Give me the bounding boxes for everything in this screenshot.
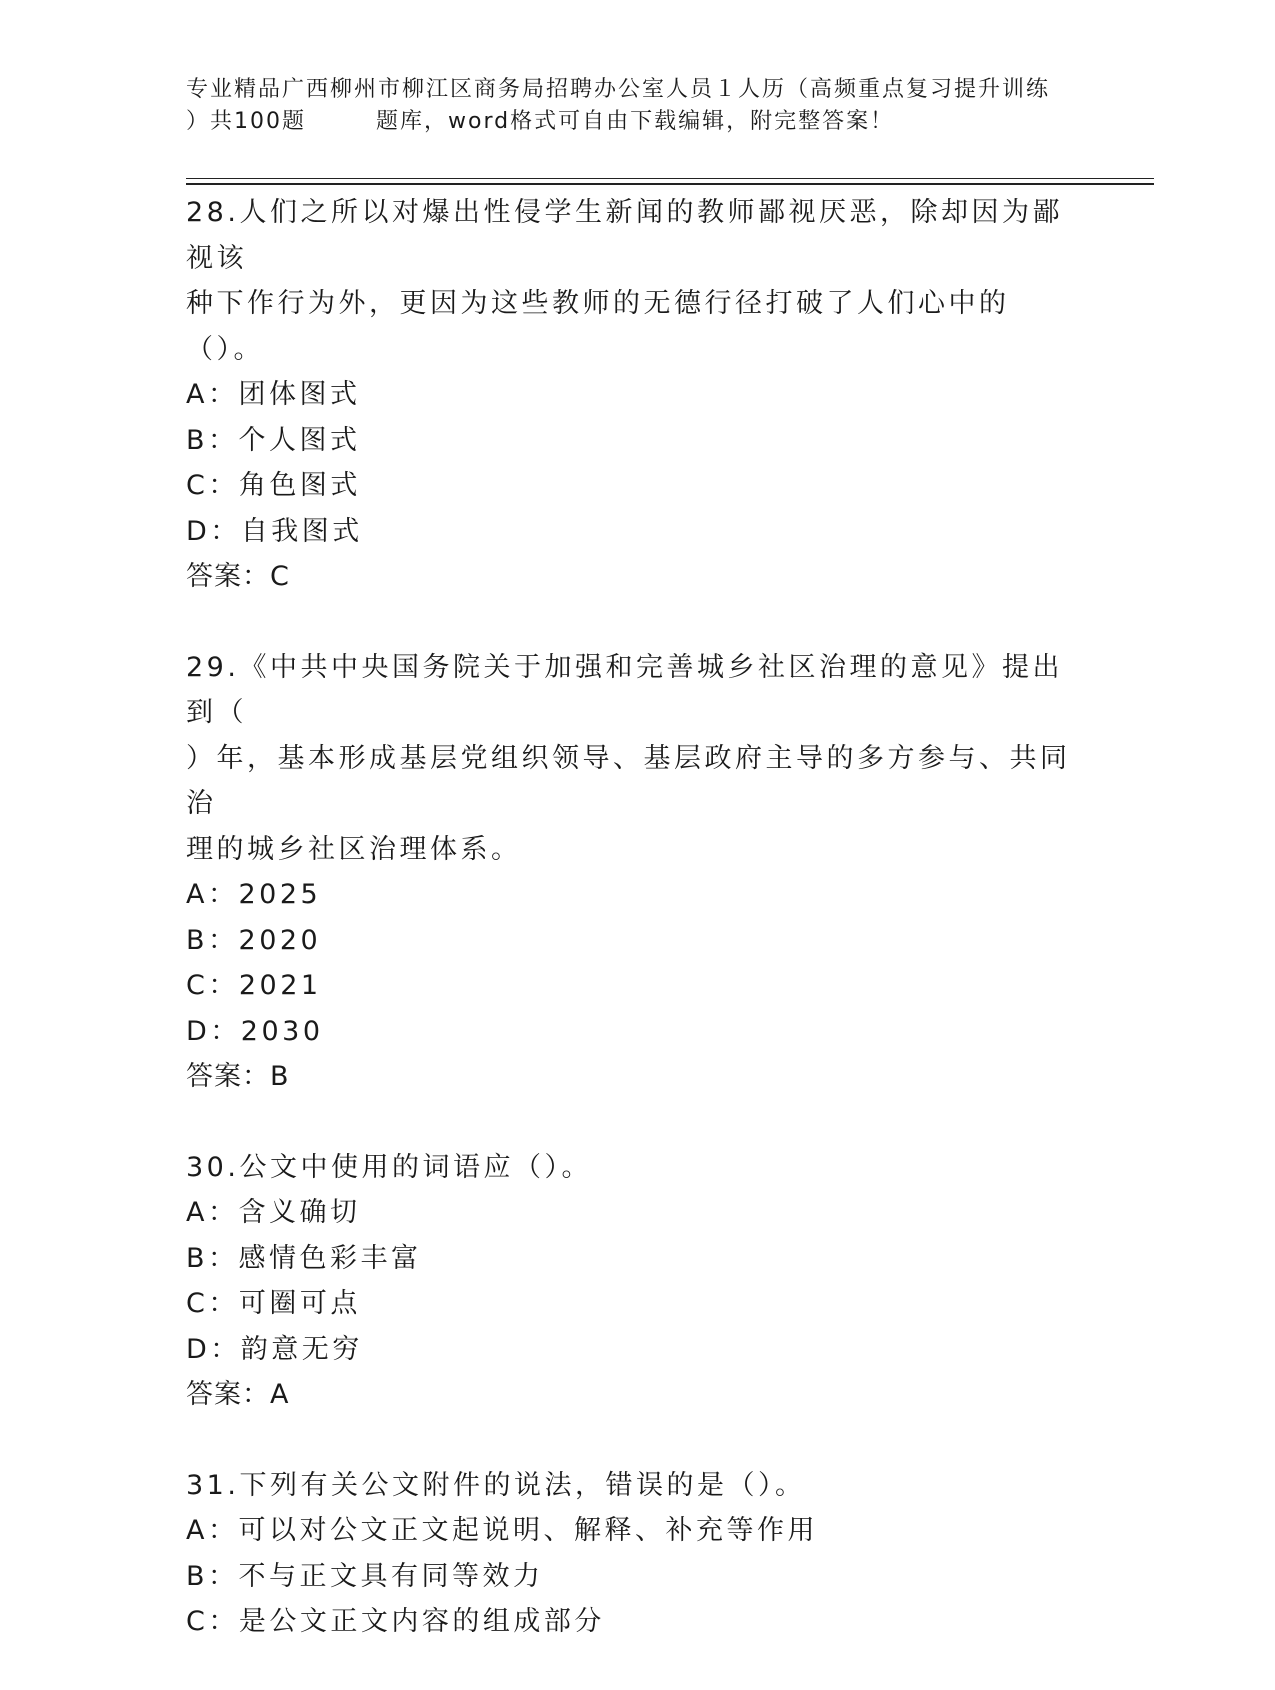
header-divider-thick [186,183,1154,185]
header-title-line2-part1: ）共100题 [186,109,306,134]
option-b: B：个人图式 [186,424,361,456]
question-28 [186,190,1086,600]
question-stem-line: 30.公文中使用的词语应（）。 [186,1151,592,1183]
option-d: D：韵意无穷 [186,1333,363,1365]
option-c: C：角色图式 [186,470,361,501]
document-header [186,74,1086,138]
header-divider-thin [186,178,1154,179]
question-29 [186,645,1086,1100]
option-b: B：不与正文具有同等效力 [186,1560,544,1592]
option-c: C：可圈可点 [186,1288,361,1319]
question-list [186,190,1086,1690]
answer-line: 答案：B [186,1061,290,1092]
header-title-line2-part2: 题库，word格式可自由下载编辑，附完整答案！ [376,109,895,134]
option-a: A：团体图式 [186,379,361,410]
answer-line: 答案：C [186,561,290,592]
question-stem-line: 31.下列有关公文附件的说法，错误的是（）。 [186,1469,806,1501]
option-c: C：是公文正文内容的组成部分 [186,1606,605,1637]
question-stem-line: 种下作行为外，更因为这些教师的无德行径打破了人们心中的（）。 [186,288,1010,365]
option-d: D：自我图式 [186,515,363,547]
option-a: A：可以对公文正文起说明、解释、补充等作用 [186,1515,818,1546]
header-title-line1: 专业精品广西柳州市柳江区商务局招聘办公室人员１人历（高频重点复习提升训练 [186,77,1051,102]
option-b: B：感情色彩丰富 [186,1242,422,1274]
option-c: C：2021 [186,970,322,1001]
question-stem-line: 28.人们之所以对爆出性侵学生新闻的教师鄙视厌恶，除却因为鄙视该 [186,197,1063,274]
question-stem-line: 理的城乡社区治理体系。 [186,833,522,865]
question-stem-line: 29.《中共中央国务院关于加强和完善城乡社区治理的意见》提出到（ [186,651,1063,728]
option-b: B：2020 [186,924,322,956]
answer-line: 答案：A [186,1379,290,1410]
header-title-line2 [186,106,1086,138]
question-stem-line: ）年，基本形成基层党组织领导、基层政府主导的多方参与、共同治 [186,742,1071,819]
option-a: A：2025 [186,879,322,910]
option-a: A：含义确切 [186,1197,361,1228]
question-30 [186,1145,1086,1418]
option-d: D：2030 [186,1015,324,1047]
question-31 [186,1463,1086,1645]
